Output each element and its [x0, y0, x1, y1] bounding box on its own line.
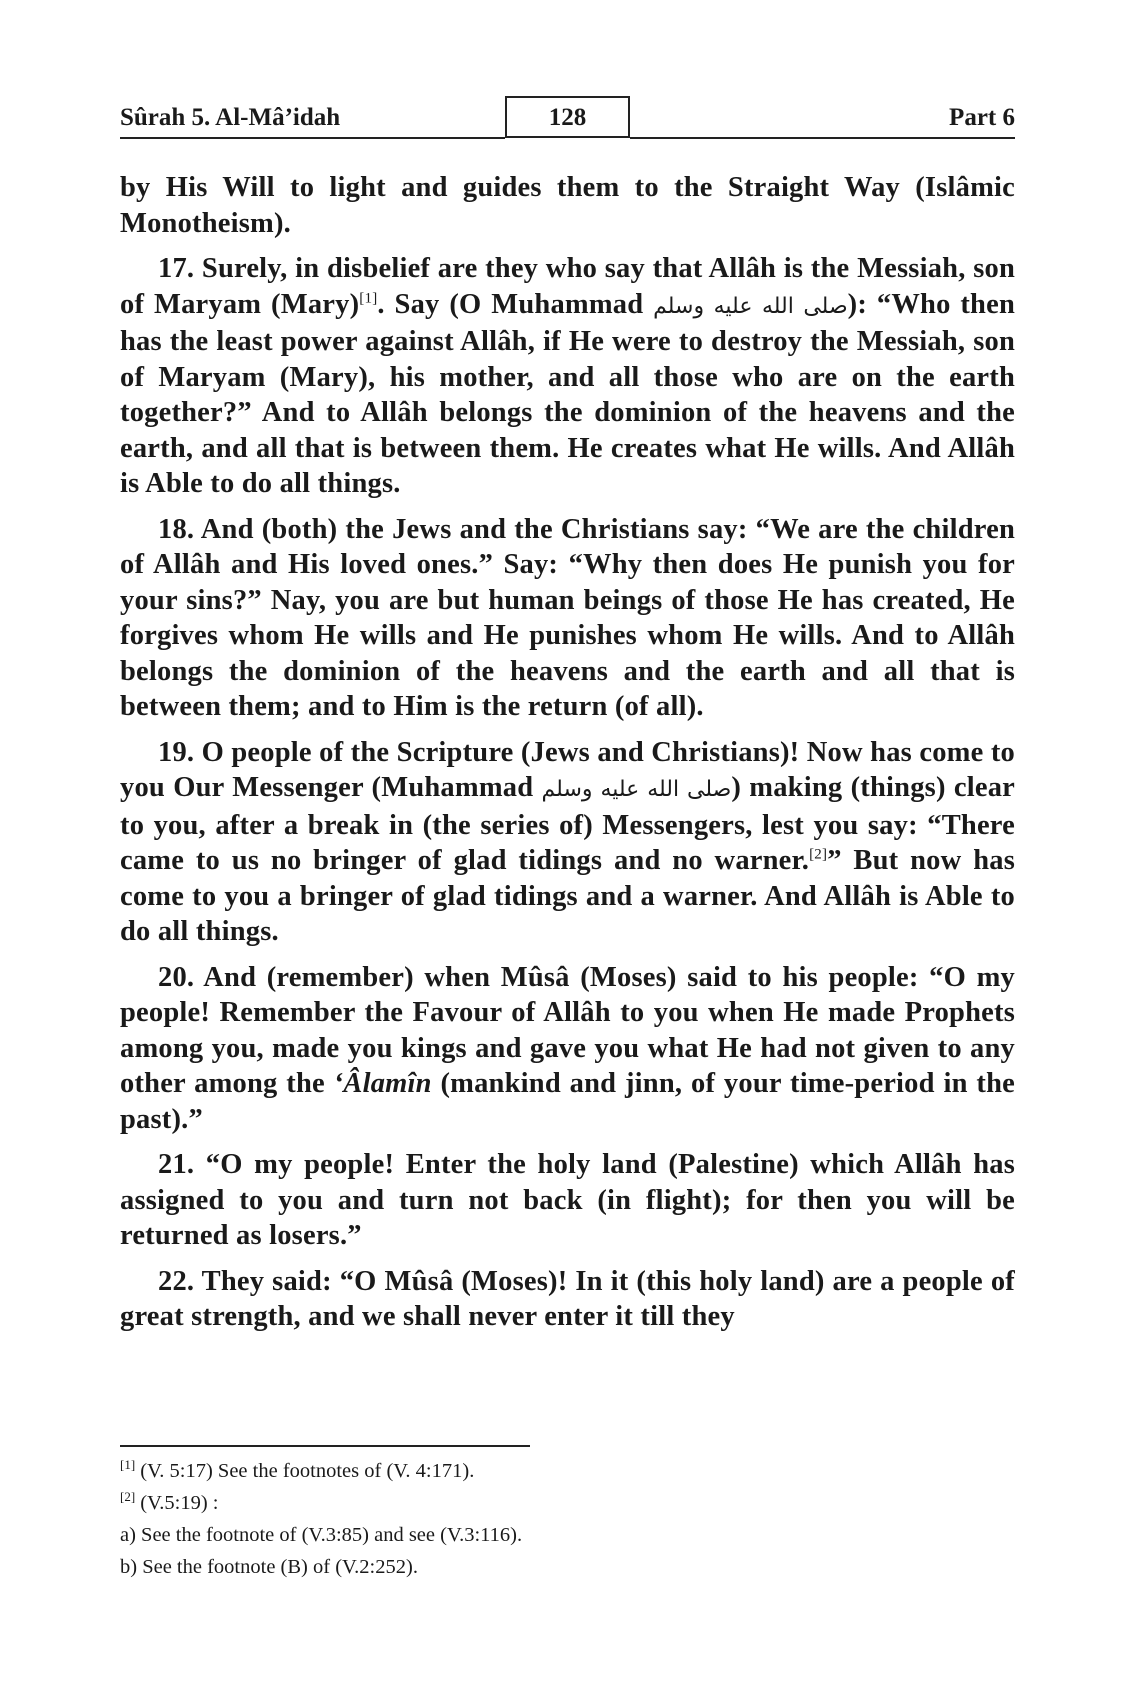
body-text: [120, 170, 1015, 1345]
footnote-2-mark: [2]: [120, 1489, 136, 1505]
verse-20: [120, 960, 1015, 1138]
footnote-1-text: (V. 5:17) See the footnotes of (V. 4:171).: [135, 1460, 475, 1482]
verse-17-text-b: . Say (O Muhammad: [377, 288, 654, 320]
footnote-ref-1[interactable]: [1]: [359, 290, 378, 306]
footnote-2-text: (V.5:19) :: [135, 1492, 219, 1514]
page-header: [120, 96, 1015, 138]
verse-17-text-c: ): “Who then has the least power against Allâh, if He were to destroy the Messiah, son of Maryam (Mary), his mother, and all those who are on the earth together?” And to Allâh belongs the dominion of the heavens and the earth, and all that is between them. He creates what He wills. And Allâh is Able to do all things.: [120, 288, 1016, 499]
verse-19-text-c: ” But now has come to you a bringer of glad tidings and a warner. And Allâh is Able to do all things.: [120, 845, 1015, 947]
footnote-1: [120, 1455, 1015, 1487]
footnotes: [120, 1455, 1015, 1583]
verse-17-text-a: 17. Surely, in disbelief are they who say that Allâh is the Messiah, son of Maryam (Mary): [120, 253, 1015, 320]
verse-20-text-a: 20. And (remember) when Mûsâ (Moses) said to his people: “O my people! Remember the Favour of Allâh to you when He made Prophets among you, made you kings and gave you what He had not given to any other among the: [120, 961, 1015, 1099]
part-label: Part 6: [949, 104, 1015, 131]
footnote-2a: a) See the footnote of (V.3:85) and see (V.3:116).: [120, 1524, 523, 1546]
footnote-divider: [120, 1445, 530, 1447]
alamin-term: ‘Âlamîn: [333, 1068, 432, 1099]
verse-21: 21. “O my people! Enter the holy land (Palestine) which Allâh has assigned to you and turn not back (in flight); for then you will be returned as losers.”: [120, 1149, 1015, 1251]
verse-22: 22. They said: “O Mûsâ (Moses)! In it (this holy land) are a people of great strength, and we shall never enter it till they: [120, 1265, 1015, 1332]
arabic-salutation: صلى الله عليه وسلم: [653, 293, 848, 319]
footnote-2: [120, 1487, 1015, 1519]
page-number: 128: [505, 96, 630, 138]
footnote-1-mark: [1]: [120, 1457, 136, 1473]
header-rule-right: [630, 137, 1015, 139]
surah-title: Sûrah 5. Al-Mâ’idah: [120, 104, 341, 131]
arabic-salutation: صلى الله عليه وسلم: [541, 777, 732, 802]
footnote-2b: b) See the footnote (B) of (V.2:252).: [120, 1556, 418, 1578]
footnote-ref-2[interactable]: [2]: [809, 846, 828, 863]
verse-17: [120, 251, 1015, 502]
verse-18: 18. And (both) the Jews and the Christians say: “We are the children of Allâh and His loved ones.” Say: “Why then does He punish you for your sins?” Nay, you are but human beings of those He has created, He forgives whom He wills and He punishes whom He wills. And to Allâh belongs the dominion of the heavens and the earth and all that is between them; and to Him is the return (of all).: [120, 513, 1015, 722]
verse-20-text-b: (mankind and jinn, of your time-period in the past).”: [120, 1068, 1015, 1135]
verse-19: [120, 735, 1015, 950]
verse-19-text-b: ) making (things) clear to you, after a break in (the series of) Messengers, lest you say: “There came to us no bringer of glad tidings and no warner.: [120, 772, 1016, 876]
paragraph-continuation: by His Will to light and guides them to the Straight Way (Islâmic Monotheism).: [120, 172, 1015, 239]
verse-19-text-a: 19. O people of the Scripture (Jews and Christians)! Now has come to you Our Messenger (Muhammad: [120, 736, 1015, 803]
header-rule-left: [120, 137, 505, 139]
